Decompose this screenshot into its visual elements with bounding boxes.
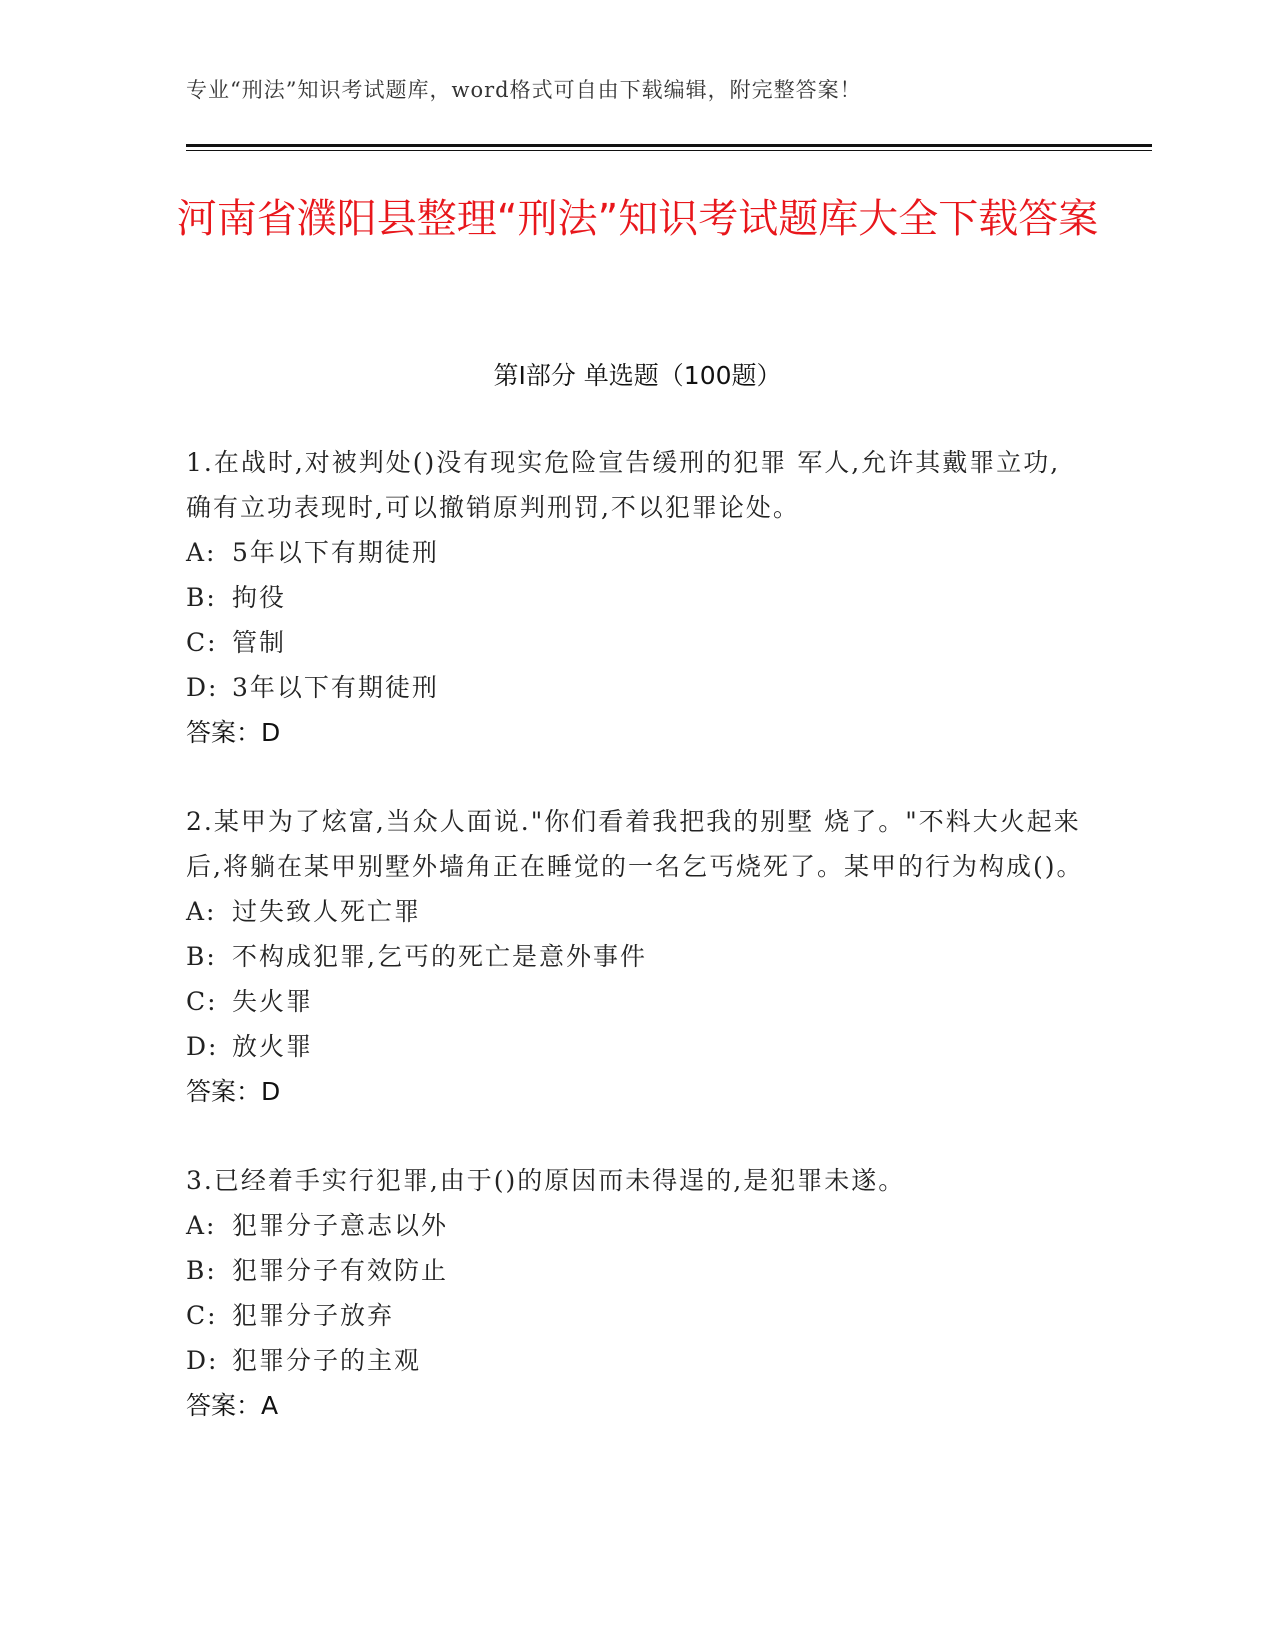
header-rule-thin bbox=[186, 150, 1152, 151]
answer-line: 答案：D bbox=[186, 1077, 281, 1106]
option-b bbox=[186, 934, 1086, 979]
option-text: 管制 bbox=[232, 628, 287, 657]
option-text: 不构成犯罪,乞丐的死亡是意外事件 bbox=[232, 942, 647, 971]
option-text: 放火罪 bbox=[232, 1032, 314, 1061]
option-a bbox=[186, 530, 1086, 575]
option-text: 过失致人死亡罪 bbox=[232, 897, 422, 926]
option-text: 失火罪 bbox=[232, 987, 314, 1016]
answer-line: 答案：D bbox=[186, 718, 281, 747]
option-b bbox=[186, 575, 1086, 620]
question-stem: 3.已经着手实行犯罪,由于()的原因而未得逞的,是犯罪未遂。 bbox=[186, 1166, 906, 1195]
option-letter: C: bbox=[186, 1301, 218, 1330]
option-letter: C: bbox=[186, 987, 218, 1016]
option-letter: A: bbox=[186, 1211, 217, 1240]
option-a bbox=[186, 889, 1086, 934]
option-c bbox=[186, 620, 1086, 665]
option-letter: A: bbox=[186, 538, 217, 567]
question-list bbox=[186, 440, 1086, 1472]
document-title: 河南省濮阳县整理“刑法”知识考试题库大全下载答案 bbox=[176, 196, 1099, 242]
option-b bbox=[186, 1248, 1086, 1293]
question-stem: 1.在战时,对被判处()没有现实危险宣告缓刑的犯罪 军人,允许其戴罪立功,确有立功表现时,可以撤销原判刑罚,不以犯罪论处。 bbox=[186, 448, 1061, 522]
option-letter: A: bbox=[186, 897, 217, 926]
question-stem: 2.某甲为了炫富,当众人面说."你们看着我把我的别墅 烧了。"不料大火起来后,将躺在某甲别墅外墙角正在睡觉的一名乞丐烧死了。某甲的行为构成()。 bbox=[186, 807, 1084, 881]
option-text: 5年以下有期徒刑 bbox=[232, 538, 439, 567]
option-text: 3年以下有期徒刑 bbox=[232, 673, 439, 702]
option-text: 犯罪分子意志以外 bbox=[232, 1211, 449, 1240]
option-c bbox=[186, 979, 1086, 1024]
option-d bbox=[186, 665, 1086, 710]
option-a bbox=[186, 1203, 1086, 1248]
option-text: 犯罪分子有效防止 bbox=[232, 1256, 449, 1285]
header-rule-thick bbox=[186, 144, 1152, 147]
option-letter: D: bbox=[186, 673, 219, 702]
option-d bbox=[186, 1024, 1086, 1069]
question-3 bbox=[186, 1158, 1086, 1428]
option-letter: D: bbox=[186, 1346, 219, 1375]
question-2 bbox=[186, 799, 1086, 1114]
option-d bbox=[186, 1338, 1086, 1383]
option-letter: B: bbox=[186, 942, 217, 971]
answer-line: 答案：A bbox=[186, 1391, 279, 1420]
option-letter: C: bbox=[186, 628, 218, 657]
option-text: 犯罪分子的主观 bbox=[232, 1346, 422, 1375]
option-letter: D: bbox=[186, 1032, 219, 1061]
option-text: 犯罪分子放弃 bbox=[232, 1301, 395, 1330]
header-note: 专业“刑法”知识考试题库，word格式可自由下载编辑，附完整答案！ bbox=[186, 78, 862, 102]
option-text: 拘役 bbox=[232, 583, 287, 612]
option-c bbox=[186, 1293, 1086, 1338]
section-heading: 第Ⅰ部分 单选题（100题） bbox=[493, 361, 782, 390]
option-letter: B: bbox=[186, 1256, 217, 1285]
option-letter: B: bbox=[186, 583, 217, 612]
question-1 bbox=[186, 440, 1086, 755]
